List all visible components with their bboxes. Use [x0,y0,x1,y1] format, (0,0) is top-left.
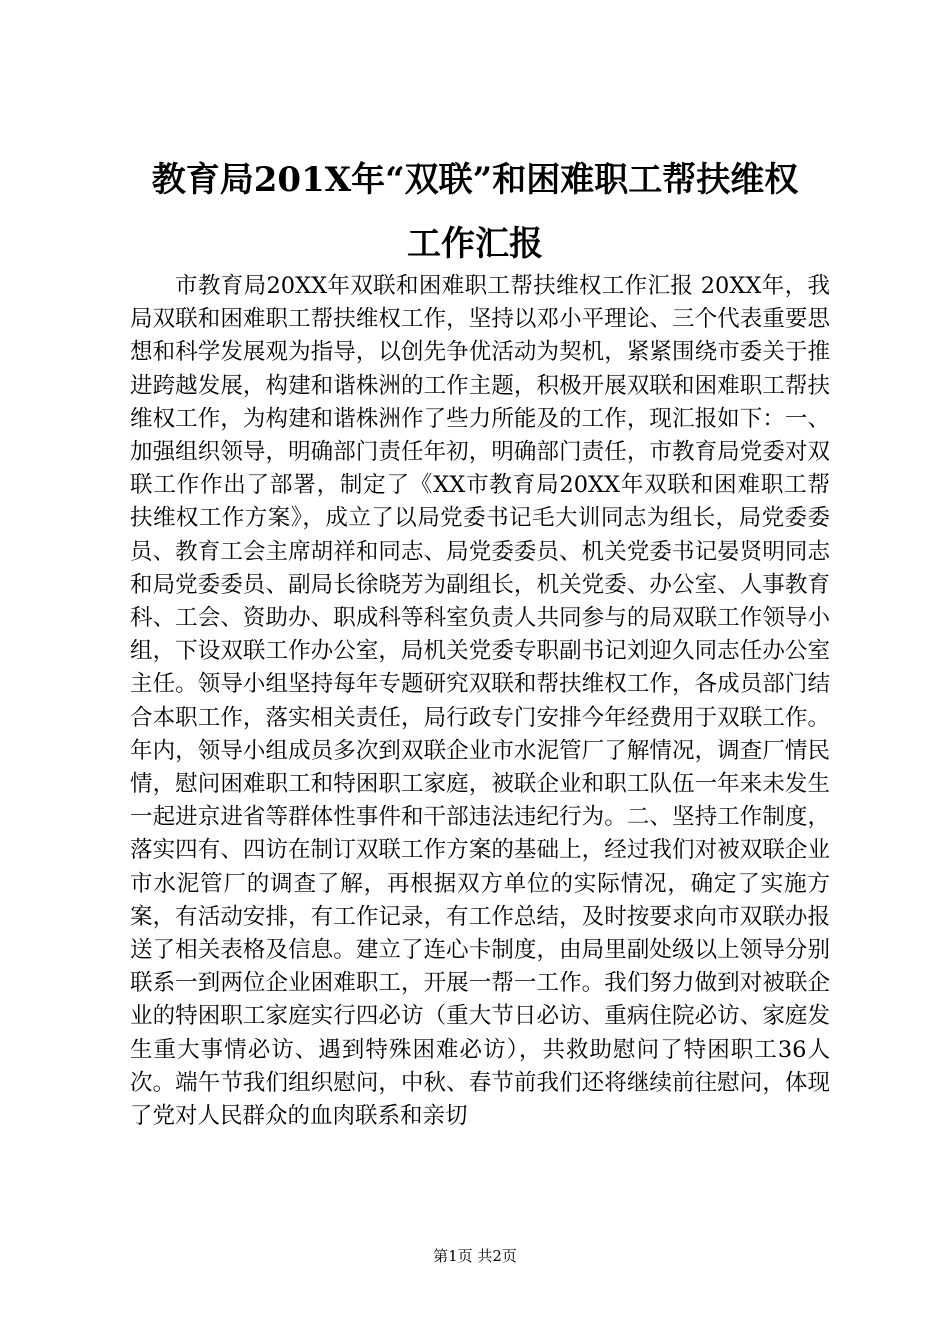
document-body-paragraph: 市教育局20XX年双联和困难职工帮扶维权工作汇报 20XX年，我局双联和困难职工帮扶维权工作，坚持以邓小平理论、三个代表重要思想和科学发展观为指导，以创先争优活动为契机，紧紧围绕市委关于推进跨越发展，构建和谐株洲的工作主题，积极开展双联和困难职工帮扶维权工作，为构建和谐株洲作了些力所能及的工作，现汇报如下：一、加强组织领导，明确部门责任年初，明确部门责任，市教育局党委对双联工作作出了部署，制定了《XX市教育局20XX年双联和困难职工帮扶维权工作方案》，成立了以局党委书记毛大训同志为组长，局党委委员、教育工会主席胡祥和同志、局党委委员、机关党委书记晏贤明同志和局党委委员、副局长徐晓芳为副组长，机关党委、办公室、人事教育科、工会、资助办、职成科等科室负责人共同参与的局双联工作领导小组，下设双联工作办公室，局机关党委专职副书记刘迎久同志任办公室主任。领导小组坚持每年专题研究双联和帮扶维权工作，各成员部门结合本职工作，落实相关责任，局行政专门安排今年经费用于双联工作。年内，领导小组成员多次到双联企业市水泥管厂了解情况，调查厂情民情，慰问困难职工和特困职工家庭，被联企业和职工队伍一年来未发生一起进京进省等群体性事件和干部违法违纪行为。二、坚持工作制度，落实四有、四访在制订双联工作方案的基础上，经过我们对被双联企业市水泥管厂的调查了解，再根据双方单位的实际情况，确定了实施方案，有活动安排，有工作记录，有工作总结，及时按要求向市双联办报送了相关表格及信息。建立了连心卡制度，由局里副处级以上领导分别联系一到两位企业困难职工，开展一帮一工作。我们努力做到对被联企业的特困职工家庭实行四必访（重大节日必访、重病住院必访、家庭发生重大事情必访、遇到特殊困难必访），共救助慰问了特困职工36人次。端午节我们组织慰问，中秋、春节前我们还将继续前往慰问，体现了党对人民群众的血肉联系和亲切 [130,273,830,1130]
document-title-line-2: 工作汇报 [407,224,543,264]
page-number-footer: 第1页 共2页 [433,1247,517,1265]
document-title-line-1: 教育局201X年“双联”和困难职工帮扶维权 [151,160,799,200]
